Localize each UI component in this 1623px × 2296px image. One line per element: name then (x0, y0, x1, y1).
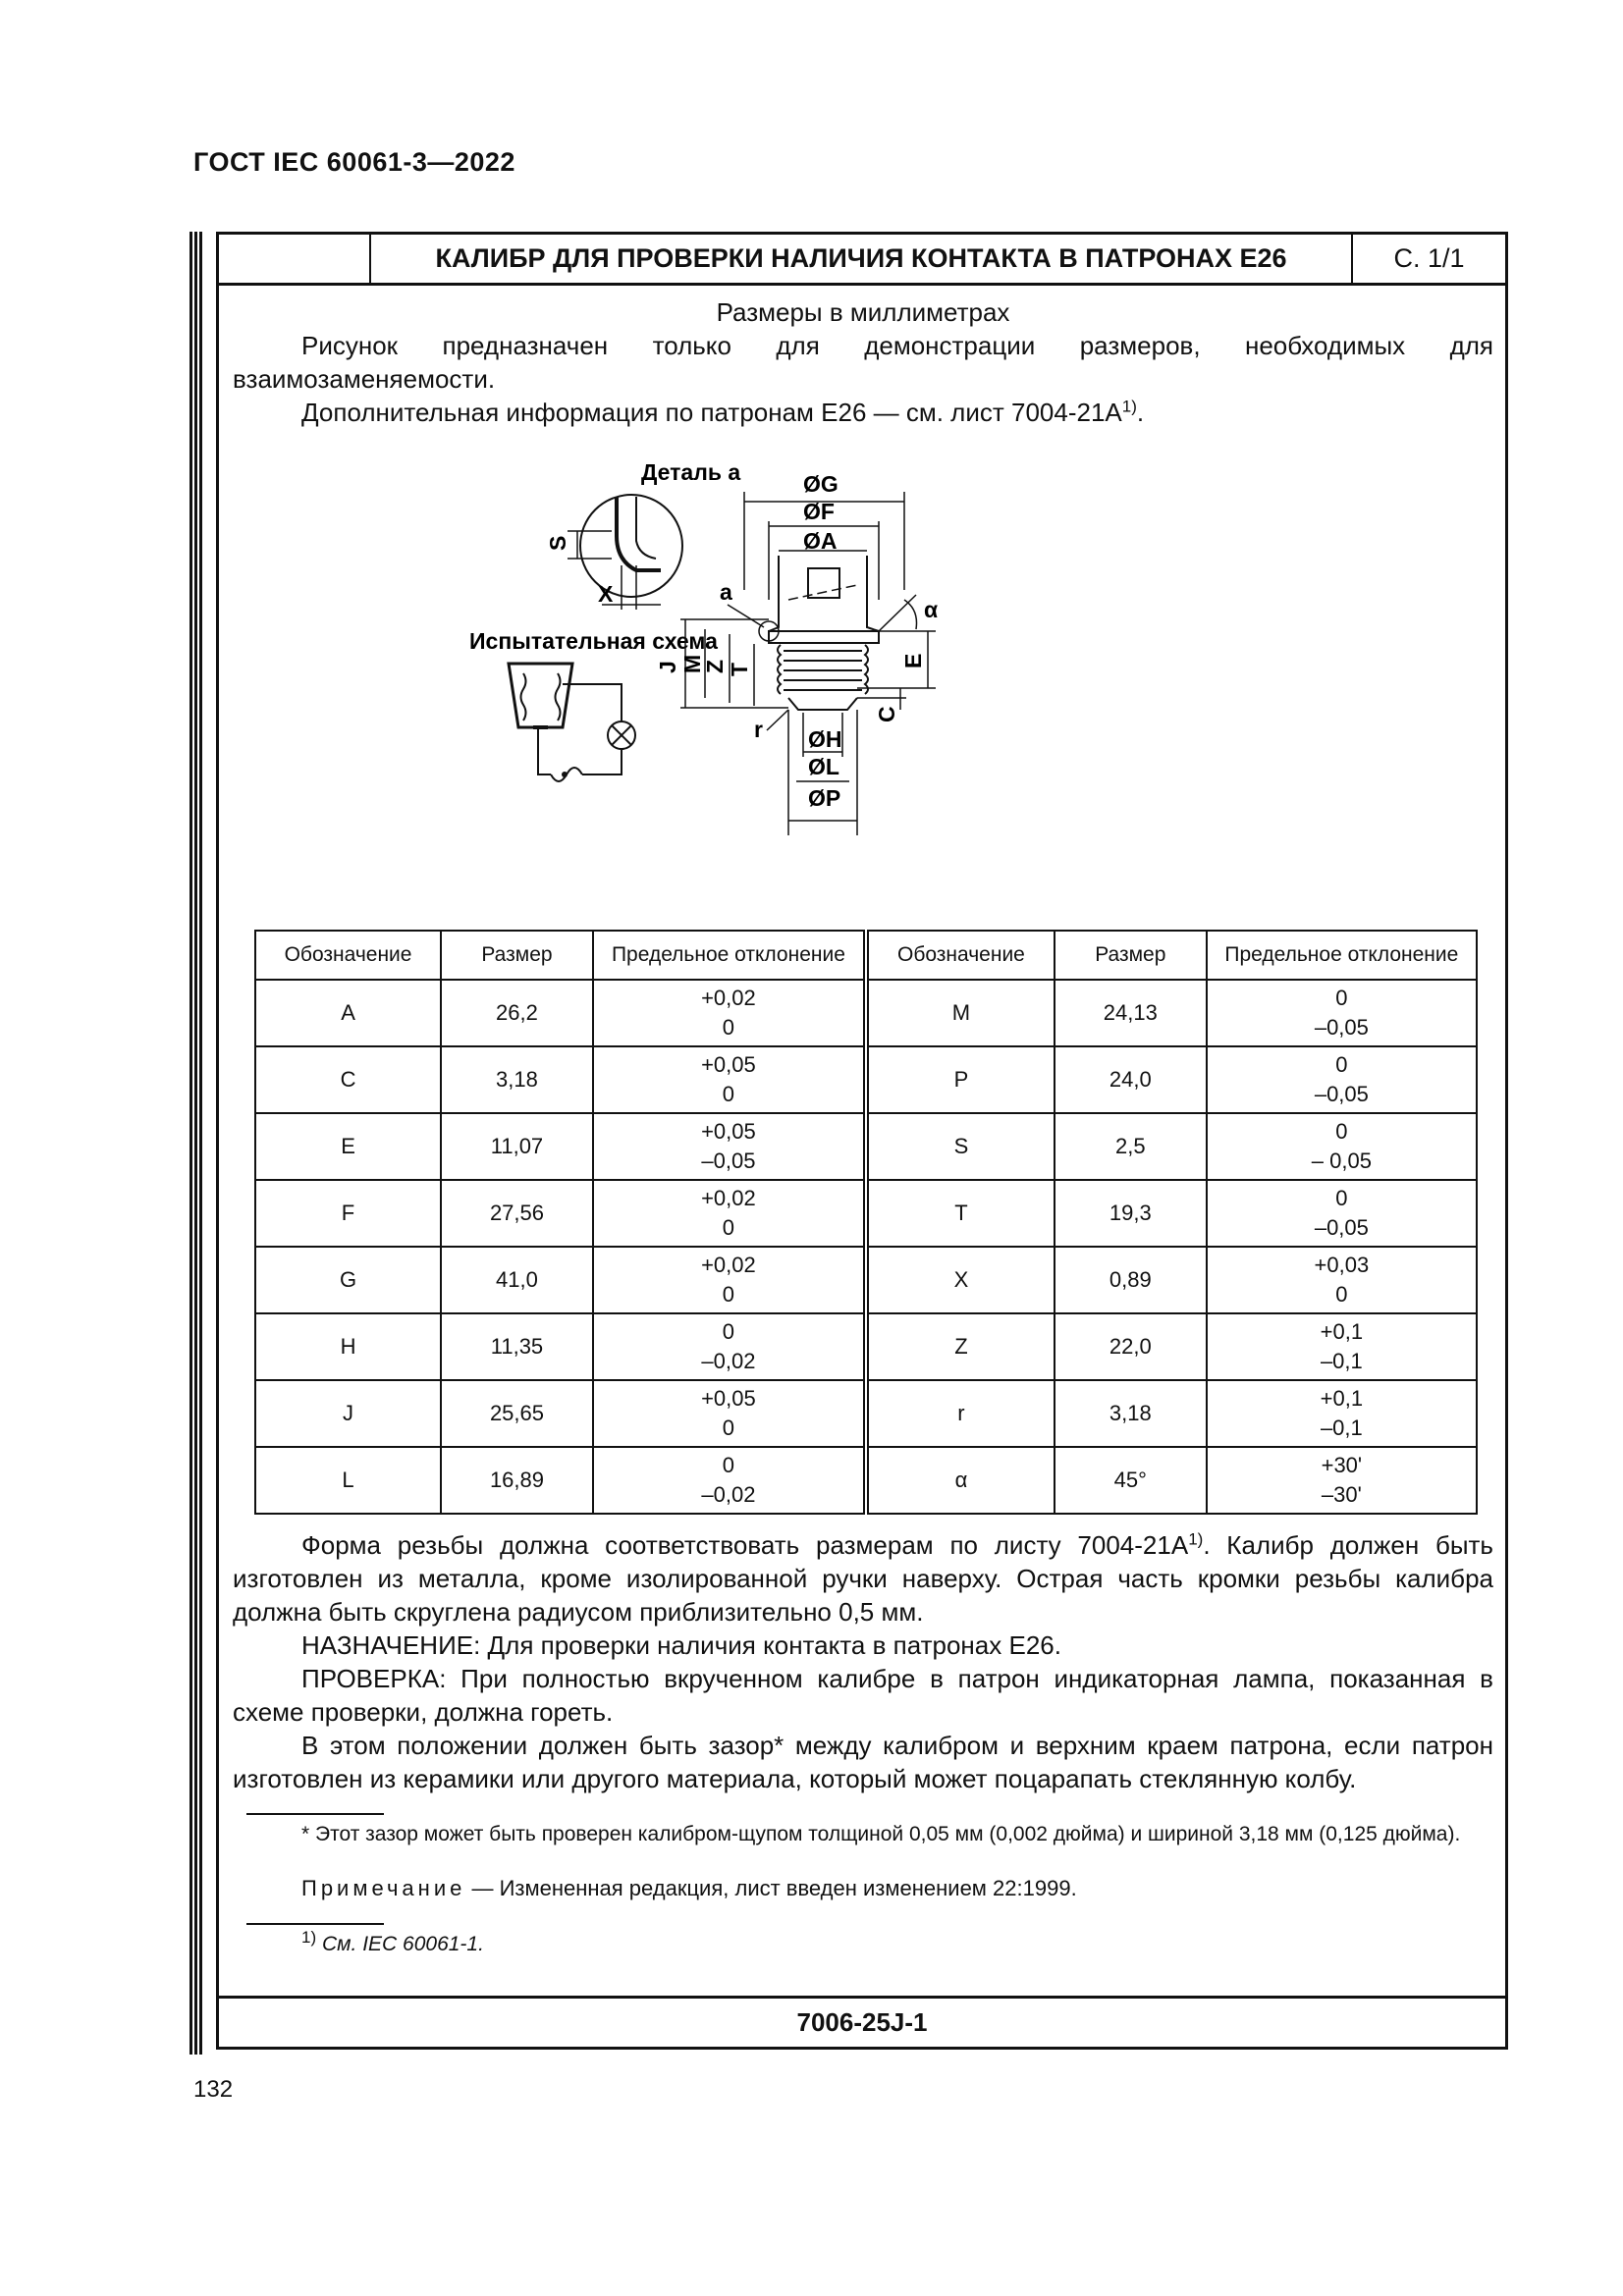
size-cell: 41,0 (441, 1247, 593, 1313)
label-T: T (727, 662, 752, 676)
tolerance-cell (593, 1046, 866, 1113)
title-row (219, 235, 1505, 286)
intro-paragraph-2 (233, 396, 1493, 429)
footnote-ref: 1) (1121, 397, 1137, 416)
footnote-1-text: См. IEC 60061-1. (316, 1933, 484, 1955)
intro-paragraph-2-end: . (1136, 398, 1145, 427)
size-cell: 3,18 (441, 1046, 593, 1113)
footnote-divider (246, 1923, 384, 1925)
title-empty-cell (219, 235, 371, 283)
page-number: 132 (193, 2076, 234, 2103)
designation-cell: M (866, 980, 1055, 1046)
footnote-star: * Этот зазор может быть проверен калибром-щупом толщиной 0,05 мм (0,002 дюйма) и шириной 3,18 мм (0,125 дюйма). (301, 1823, 1461, 1845)
table-row (255, 1380, 1477, 1447)
detail-label: Деталь а (641, 459, 741, 485)
col-header: Размер (441, 931, 593, 980)
tolerance-cell (593, 1380, 866, 1447)
designation-cell: S (866, 1113, 1055, 1180)
tolerance-cell (1207, 1113, 1477, 1180)
lower-deviation: –30' (1321, 1482, 1362, 1507)
label-A: ØA (803, 528, 838, 554)
size-cell: 45° (1055, 1447, 1207, 1514)
detail-circle (580, 495, 682, 597)
tolerance-cell (1207, 1046, 1477, 1113)
designation-cell: r (866, 1380, 1055, 1447)
lower-deviation: –0,05 (1314, 1015, 1369, 1040)
size-cell: 16,89 (441, 1447, 593, 1514)
sheet-page: С. 1/1 (1393, 243, 1465, 273)
body-paragraph-3: ПРОВЕРКА: При полностью вкрученном калибре в патрон индикаторная лампа, показанная в схеме проверки, должна гореть. (233, 1664, 1493, 1727)
size-cell: 25,65 (441, 1380, 593, 1447)
tolerance-cell (593, 980, 866, 1046)
size-cell: 11,35 (441, 1313, 593, 1380)
upper-deviation: +0,02 (701, 1186, 756, 1210)
footnote-mark: 1) (301, 1928, 317, 1947)
tolerance-cell (1207, 980, 1477, 1046)
designation-cell: A (255, 980, 441, 1046)
lower-deviation: 0 (1335, 1282, 1348, 1307)
detail-profile (617, 497, 661, 570)
designation-cell: J (255, 1380, 441, 1447)
upper-deviation: +0,05 (701, 1119, 756, 1144)
lower-deviation: –0,05 (1314, 1215, 1369, 1240)
label-C: C (874, 706, 899, 722)
table-row (255, 1180, 1477, 1247)
left-margin-bars (189, 232, 203, 2055)
note-text: — Измененная редакция, лист введен изменением 22:1999. (465, 1876, 1077, 1900)
table-header-row (255, 931, 1477, 980)
scheme-label: Испытательная схема (469, 628, 718, 654)
label-J: J (655, 661, 680, 673)
tolerance-cell (593, 1180, 866, 1247)
label-L: ØL (808, 754, 839, 779)
size-cell: 2,5 (1055, 1113, 1207, 1180)
col-header: Размер (1055, 931, 1207, 980)
size-cell: 19,3 (1055, 1180, 1207, 1247)
scheme-socket (509, 664, 572, 727)
tolerance-cell (593, 1247, 866, 1313)
body-paragraph-1-tail: . Калибр должен быть изготовлен из металла, кроме изолированной ручки наверху. Острая часть кромки резьбы калибра должна быть скруглена радиусом приблизительно 0,5 мм. (233, 1530, 1493, 1627)
size-cell: 24,13 (1055, 980, 1207, 1046)
table-row (255, 1113, 1477, 1180)
upper-deviation: +0,02 (701, 986, 756, 1010)
sheet-title: КАЛИБР ДЛЯ ПРОВЕРКИ НАЛИЧИЯ КОНТАКТА В ПАТРОНАХ Е26 (371, 235, 1353, 283)
label-F: ØF (803, 499, 835, 524)
size-cell: 3,18 (1055, 1380, 1207, 1447)
sheet-code: 7006-25J-1 (219, 1996, 1505, 2047)
designation-cell: Z (866, 1313, 1055, 1380)
table-row (255, 980, 1477, 1046)
label-a: a (720, 579, 732, 605)
upper-deviation: 0 (1335, 1119, 1348, 1144)
label-Z: Z (702, 659, 728, 673)
label-G: ØG (803, 471, 839, 497)
col-header: Предельное отклонение (593, 931, 866, 980)
lower-deviation: –0,1 (1320, 1349, 1363, 1373)
intro-paragraph-2-text: Дополнительная информация по патронам Е26 — см. лист 7004-21А (301, 398, 1122, 427)
table-row (255, 1313, 1477, 1380)
designation-cell: L (255, 1447, 441, 1514)
gauge-drawing (425, 453, 1387, 943)
lower-deviation: –0,02 (701, 1482, 756, 1507)
size-cell: 11,07 (441, 1113, 593, 1180)
col-header: Предельное отклонение (1207, 931, 1477, 980)
tolerance-cell (1207, 1313, 1477, 1380)
lower-deviation: –0,1 (1320, 1415, 1363, 1440)
upper-deviation: 0 (1335, 986, 1348, 1010)
note (301, 1876, 1493, 1901)
size-cell: 24,0 (1055, 1046, 1207, 1113)
designation-cell: C (255, 1046, 441, 1113)
tolerance-cell (593, 1113, 866, 1180)
upper-deviation: +0,1 (1320, 1319, 1364, 1344)
upper-deviation: 0 (722, 1319, 735, 1344)
size-cell: 22,0 (1055, 1313, 1207, 1380)
designation-cell: H (255, 1313, 441, 1380)
label-H: ØH (808, 726, 842, 752)
upper-deviation: +0,05 (701, 1052, 756, 1077)
upper-deviation: +0,1 (1320, 1386, 1364, 1411)
body-paragraph-4: В этом положении должен быть зазор* между калибром и верхним краем патрона, если патрон изготовлен из керамики или другого материала, который может поцарапать стеклянную колбу. (233, 1731, 1493, 1793)
detail-contour (636, 497, 656, 559)
label-alpha: α (924, 597, 939, 622)
footnote-divider (246, 1813, 384, 1815)
body-paragraph-2: НАЗНАЧЕНИЕ: Для проверки наличия контакта в патронах Е26. (301, 1630, 1061, 1660)
intro-paragraph-1: Рисунок предназначен только для демонстрации размеров, необходимых для взаимозаменяемости. (233, 331, 1493, 394)
size-cell: 26,2 (441, 980, 593, 1046)
tolerance-cell (593, 1447, 866, 1514)
sheet-frame (216, 232, 1508, 2050)
designation-cell: P (866, 1046, 1055, 1113)
document-header: ГОСТ IEC 60061-3—2022 (193, 147, 515, 177)
note-word: Примечание (301, 1876, 466, 1900)
body-text (233, 1528, 1493, 1960)
label-P: ØP (808, 785, 841, 811)
col-header: Обозначение (255, 931, 441, 980)
lower-deviation: –0,05 (701, 1148, 756, 1173)
dimensions-table (254, 930, 1478, 1515)
technical-drawing (425, 453, 1387, 943)
upper-deviation: +0,02 (701, 1253, 756, 1277)
tolerance-cell (593, 1313, 866, 1380)
tolerance-cell (1207, 1180, 1477, 1247)
label-M: M (679, 654, 705, 673)
tolerance-cell (1207, 1247, 1477, 1313)
lower-deviation: 0 (722, 1415, 735, 1440)
size-cell: 0,89 (1055, 1247, 1207, 1313)
tolerance-cell (1207, 1447, 1477, 1514)
lower-deviation: –0,05 (1314, 1082, 1369, 1106)
upper-deviation: +0,03 (1314, 1253, 1370, 1277)
body-paragraph-1-text: Форма резьбы должна соответствовать размерам по листу 7004-21А (301, 1530, 1189, 1560)
lower-deviation: 0 (722, 1015, 735, 1040)
designation-cell: α (866, 1447, 1055, 1514)
intro-text (233, 286, 1493, 429)
upper-deviation: 0 (1335, 1186, 1348, 1210)
size-cell: 27,56 (441, 1180, 593, 1247)
label-E: E (900, 653, 926, 668)
units-note: Размеры в миллиметрах (716, 297, 1010, 327)
upper-deviation: 0 (722, 1453, 735, 1477)
tolerance-cell (1207, 1380, 1477, 1447)
footnote-ref: 1) (1188, 1529, 1204, 1549)
table-row (255, 1447, 1477, 1514)
label-X: X (598, 581, 614, 607)
lower-deviation: – 0,05 (1311, 1148, 1372, 1173)
label-S: S (545, 535, 570, 551)
lower-deviation: 0 (722, 1282, 735, 1307)
upper-deviation: +0,05 (701, 1386, 756, 1411)
body-paragraph-1 (233, 1528, 1493, 1629)
col-header: Обозначение (866, 931, 1055, 980)
designation-cell: X (866, 1247, 1055, 1313)
lower-deviation: 0 (722, 1215, 735, 1240)
designation-cell: E (255, 1113, 441, 1180)
table-row (255, 1247, 1477, 1313)
lower-deviation: –0,02 (701, 1349, 756, 1373)
lower-deviation: 0 (722, 1082, 735, 1106)
designation-cell: T (866, 1180, 1055, 1247)
table-row (255, 1046, 1477, 1113)
designation-cell: G (255, 1247, 441, 1313)
footnote-1 (301, 1929, 1493, 1960)
gauge-handle (808, 568, 839, 598)
upper-deviation: +30' (1321, 1453, 1363, 1477)
designation-cell: F (255, 1180, 441, 1247)
upper-deviation: 0 (1335, 1052, 1348, 1077)
label-r: r (754, 717, 763, 742)
